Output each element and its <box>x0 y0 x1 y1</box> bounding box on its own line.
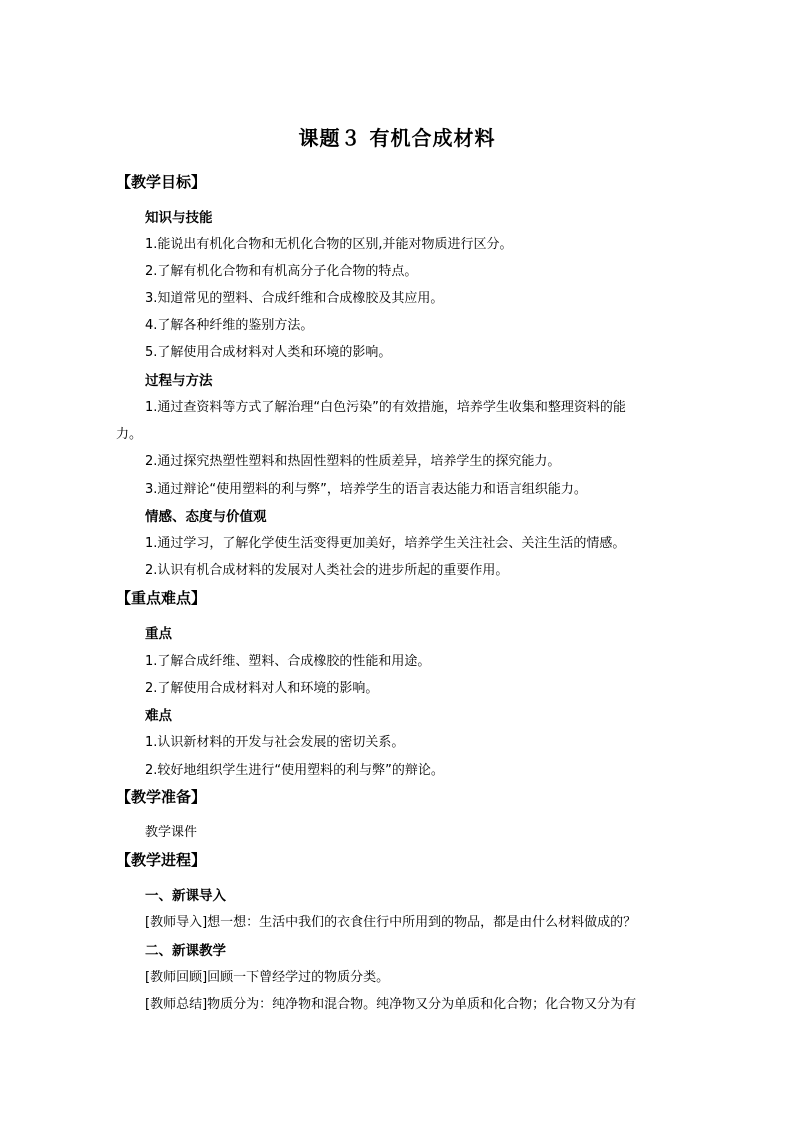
subheading-process-method: 过程与方法 <box>145 373 213 389</box>
page-title: 课题３ 有机合成材料 <box>298 126 496 150</box>
section-heading-keypoints: 【重点难点】 <box>116 589 207 607</box>
section-heading-preparation: 【教学准备】 <box>116 788 207 806</box>
subheading-emotion-values: 情感、态度与价值观 <box>145 509 267 525</box>
section-heading-teaching-process: 【教学进程】 <box>116 851 207 869</box>
difficult-point-1: 1.认识新材料的开发与社会发展的密切关系。 <box>145 735 405 750</box>
objective-knowledge-5: 5.了解使用合成材料对人类和环境的影响。 <box>145 345 392 360</box>
teacher-summary-text: [教师总结]物质分为：纯净物和混合物。纯净物又分为单质和化合物；化合物又分为有 <box>145 997 637 1012</box>
subheading-new-lesson-intro: 一、新课导入 <box>145 888 226 904</box>
objective-process-1-line2: 力。 <box>116 427 143 442</box>
objective-knowledge-1: 1.能说出有机化合物和无机化合物的区别,并能对物质进行区分。 <box>145 237 513 252</box>
teacher-intro-text: [教师导入]想一想：生活中我们的衣食住行中所用到的物品，都是由什么材料做成的？ <box>145 915 637 930</box>
subheading-difficult-points: 难点 <box>145 708 172 724</box>
objective-emotion-2: 2.认识有机合成材料的发展对人类社会的进步所起的重要作用。 <box>145 563 509 578</box>
subheading-new-lesson-teaching: 二、新课教学 <box>145 943 226 959</box>
key-point-1: 1.了解合成纤维、塑料、合成橡胶的性能和用途。 <box>145 654 431 669</box>
objective-knowledge-4: 4.了解各种纤维的鉴别方法。 <box>145 318 314 333</box>
objective-knowledge-2: 2.了解有机化合物和有机高分子化合物的特点。 <box>145 264 418 279</box>
preparation-content: 教学课件 <box>145 825 198 840</box>
key-point-2: 2.了解使用合成材料对人和环境的影响。 <box>145 681 379 696</box>
teacher-review-text: [教师回顾]回顾一下曾经学过的物质分类。 <box>145 970 390 985</box>
objective-process-1-line1: 1.通过查资料等方式了解治理“白色污染”的有效措施，培养学生收集和整理资料的能 <box>145 400 626 415</box>
subheading-key-points: 重点 <box>145 626 172 642</box>
objective-process-2: 2.通过探究热塑性塑料和热固性塑料的性质差异，培养学生的探究能力。 <box>145 454 561 469</box>
difficult-point-2: 2.较好地组织学生进行“使用塑料的利与弊”的辩论。 <box>145 763 444 778</box>
objective-process-3: 3.通过辩论“使用塑料的利与弊”，培养学生的语言表达能力和语言组织能力。 <box>145 482 587 497</box>
objective-emotion-1: 1.通过学习，了解化学使生活变得更加美好，培养学生关注社会、关注生活的情感。 <box>145 536 626 551</box>
subheading-knowledge-skills: 知识与技能 <box>145 210 213 226</box>
objective-knowledge-3: 3.知道常见的塑料、合成纤维和合成橡胶及其应用。 <box>145 291 444 306</box>
section-heading-objectives: 【教学目标】 <box>116 173 207 191</box>
